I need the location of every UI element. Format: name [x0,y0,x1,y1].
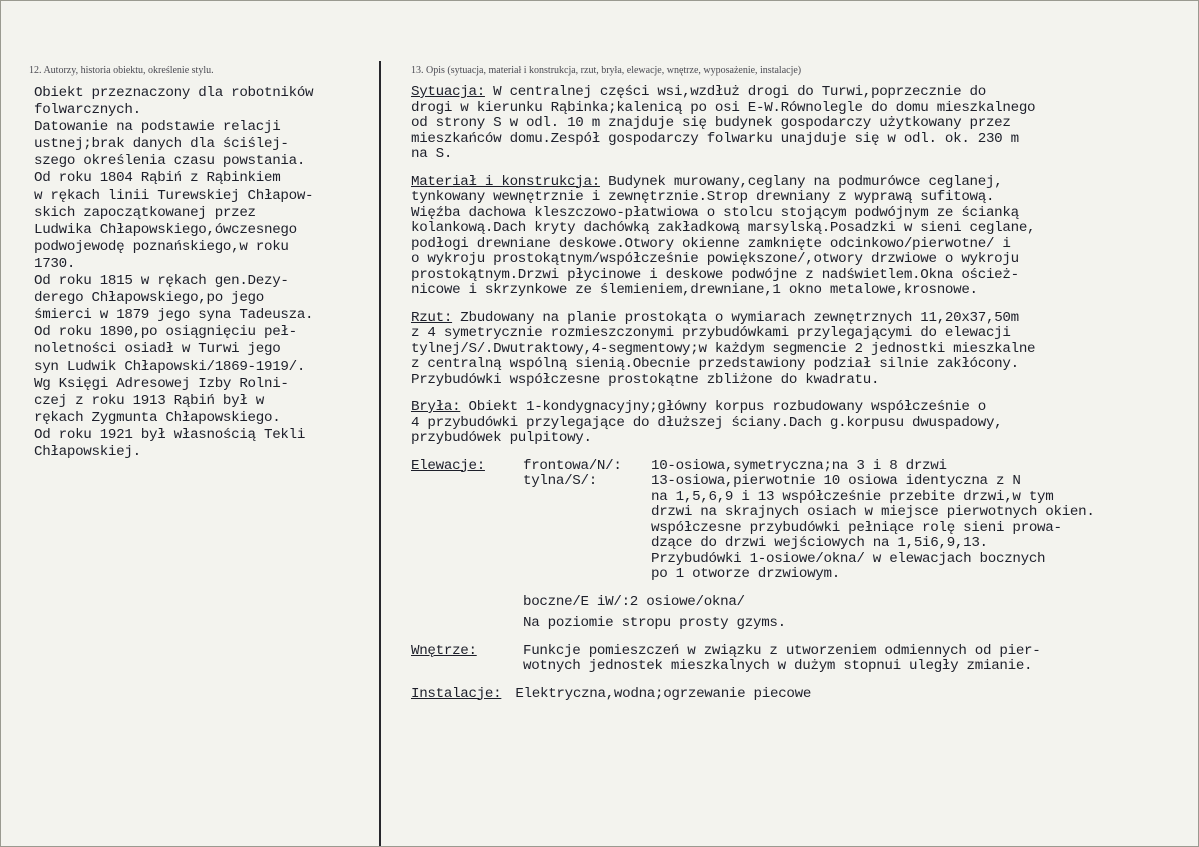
sytuacja-line: na S. [411,146,453,162]
history-line: Obiekt przeznaczony dla robotników [34,85,314,101]
material-line: tynkowany wewnętrznie i zewnętrznie.Strop drewniany z wyprawą sufitową. [411,189,995,205]
bryla-line: 4 przybudówki przylegające do dłuższej ściany.Dach g.korpusu dwuspadowy, [411,414,1003,431]
history-line: derego Chłapowskiego,po jego [34,290,264,307]
history-line: skich zapoczątkowanej przez [34,204,256,221]
elewacje-tylna-line: po 1 otworze drzwiowym. [651,566,840,582]
section-elewacje [411,459,1196,632]
wnetrze-label: Wnętrze: [411,642,477,659]
history-line: podwojewodę poznańskiego,w roku [34,238,289,255]
material-line: o wykroju prostokątnym/współcześnie powiększone/,otwory drzwiowe o wykroju [411,251,1019,267]
instalacje-label: Instalacje: [411,685,502,702]
section-wnetrze [411,644,1196,675]
elewacje-tylna-line: 13-osiowa,pierwotnie 10 osiowa identyczna z N [651,473,1021,489]
material-line: podłogi drewniane deskowe.Otwory okienne zamknięte odcinkowo/pierwotne/ i [411,235,1011,252]
history-line: Datowanie na podstawie relacji [34,119,281,136]
material-line: Więźba dachowa kleszczowo-płatwiowa o stolcu stojącym podwójnym ze ścianką [411,204,1019,221]
elewacje-frontowa-value: 10-osiowa,symetryczna;na 3 i 8 drzwi [651,457,947,474]
rzut-line: Zbudowany na planie prostokąta o wymiarach zewnętrznych 11,20x37,50m [452,309,1019,326]
section-bryla [411,400,1196,447]
elewacje-tylna-line: współczesne przybudówki pełniące rolę sieni prowa- [651,519,1062,536]
right-column-header: 13. Opis (sytuacja, materiał i konstrukcja, rzut, bryła, elewacje, wnętrze, wyposażenie, instalacje) [411,65,802,76]
history-line: czej z roku 1913 Rąbiń był w [34,392,264,409]
history-line: szego określenia czasu powstania. [34,153,306,170]
rzut-line: tylnej/S/.Dwutraktowy,4-segmentowy;w każdym segmencie 2 jednostki mieszkalne [411,340,1036,357]
rzut-line: z 4 symetrycznie rozmieszczonymi przybudówkami przylegającymi do elewacji [411,325,1011,341]
sytuacja-line: mieszkańców domu.Zespół gospodarczy folwarku unajduje się w odl. ok. 230 m [411,130,1019,147]
wnetrze-line: wotnych jednostek mieszkalnych w dużym stopnui uległy zmianie. [523,658,1033,674]
elewacje-tylna-key: tylna/S/: [523,473,597,489]
left-column-header: 12. Autorzy, historia obiektu, określenie stylu. [29,65,214,76]
history-line: Chłapowskiej. [34,443,141,460]
section-rzut [411,311,1196,389]
history-line: noletności osiadł w Turwi jego [34,341,281,358]
elewacje-tylna-line: na 1,5,6,9 i 13 współcześnie przebite drzwi,w tym [651,488,1054,505]
section-sytuacja [411,85,1196,163]
rzut-label: Rzut: [411,309,453,326]
history-line: 1730. [34,255,76,272]
description-text [411,85,1196,714]
elewacje-label: Elewacje: [411,457,485,474]
elewacje-boczne: boczne/E iW/:2 osiowe/okna/ [523,593,745,610]
material-line: nicowe i skrzynkowe ze ślemieniem,drewniane,1 okno metalowe,krosnowe. [411,282,978,298]
rzut-line: z centralną wspólną sienią.Obecnie przedstawiony podział silnie zakłócony. [411,356,1019,372]
sytuacja-line: drogi w kierunku Rąbinka;kalenicą po osi E-W.Równolegle do domu mieszkalnego [411,99,1036,116]
rzut-line: Przybudówki współczesne prostokątne zbliżone do kwadratu. [411,371,880,388]
history-line: Ludwika Chłapowskiego,ówczesnego [34,221,297,238]
material-line: prostokątnym.Drzwi płycinowe i deskowe podwójne z nadświetlem.Okna oścież- [411,266,1019,283]
history-line: Od roku 1804 Rąbiń z Rąbinkiem [34,170,281,187]
wnetrze-line: Funkcje pomieszczeń w związku z utworzeniem odmiennych od pier- [523,642,1041,659]
column-divider [379,61,381,846]
history-line: Od roku 1921 był własnością Tekli [34,426,306,443]
elewacje-gzyms: Na poziomie stropu prosty gzyms. [523,615,786,631]
material-label: Materiał i konstrukcja: [411,173,600,190]
elewacje-tylna-line: Przybudówki 1-osiowe/okna/ w elewacjach bocznych [651,550,1046,567]
history-line: rękach Zygmunta Chłapowskiego. [34,409,281,426]
history-text [34,85,379,461]
history-line: Od roku 1815 w rękach gen.Dezy- [34,273,289,290]
history-line: Od roku 1890,po osiągnięciu peł- [34,324,297,341]
history-line: Wg Księgi Adresowej Izby Rolni- [34,375,289,392]
elewacje-tylna-line: drzwi na skrajnych osiach w miejsce pierwotnych okien. [651,504,1095,520]
history-line: śmierci w 1879 jego syna Tadeusza. [34,307,314,324]
elewacje-frontowa-key: frontowa/N/: [523,457,622,474]
bryla-line: przybudówek pulpitowy. [411,430,592,446]
sytuacja-line: od strony S w odl. 10 m znajduje się budynek gospodarczy użytkowany przez [411,115,1011,131]
history-line: syn Ludwik Chłapowski/1869-1919/. [34,358,306,375]
sytuacja-label: Sytuacja: [411,84,485,100]
instalacje-value: Elektryczna,wodna;ogrzewanie piecowe [515,685,812,702]
elewacje-tylna-line: dzące do drzwi wejściowych na 1,5i6,9,13. [651,535,988,551]
section-material [411,175,1196,299]
bryla-label: Bryła: [411,399,461,415]
bryla-line: Obiekt 1-kondygnacyjny;główny korpus rozbudowany współcześnie o [460,399,986,415]
sytuacja-line: W centralnej części wsi,wzdłuż drogi do Turwi,poprzecznie do [484,84,986,100]
history-line: ustnej;brak danych dla ściślej- [34,136,289,153]
history-line: folwarcznych. [34,102,141,119]
material-line: kolankową.Dach kryty dachówką zakładkową marsylską.Posadzki w sieni ceglane, [411,220,1036,236]
section-instalacje [411,687,1196,703]
history-line: w rękach linii Turewskiej Chłapow- [34,187,314,204]
material-line: Budynek murowany,ceglany na podmurówce ceglanej, [599,173,1003,190]
